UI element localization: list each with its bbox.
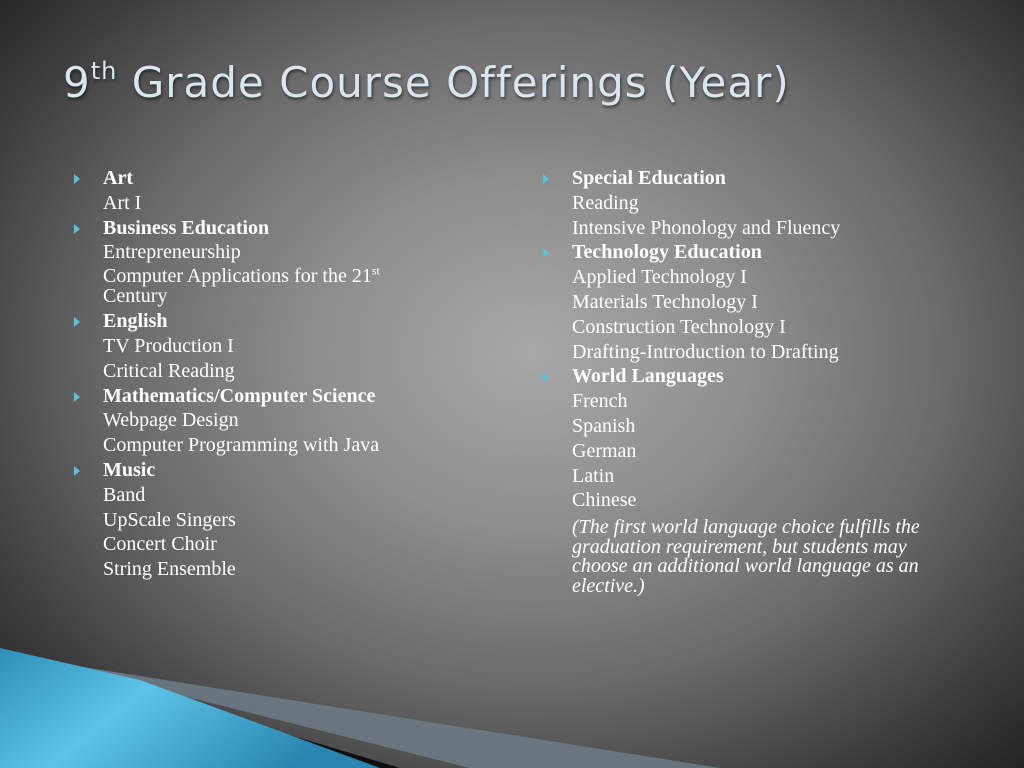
course-item: TV Production I <box>103 334 234 357</box>
department-art <box>74 166 454 191</box>
bullet-arrow-icon <box>543 174 549 184</box>
department-music <box>74 458 454 483</box>
title-number: 9 <box>63 58 91 107</box>
department-label: Special Education <box>572 167 726 189</box>
course-item: Webpage Design <box>103 409 239 432</box>
bullet-arrow-icon <box>74 317 80 327</box>
department-special-education <box>543 166 963 191</box>
course-text-continued: Century <box>103 284 168 307</box>
course-item: UpScale Singers <box>103 508 236 531</box>
department-label: World Languages <box>572 365 724 388</box>
department-label: Art <box>103 167 133 189</box>
course-item: Construction Technology I <box>572 315 786 338</box>
course-item: Entrepreneurship <box>103 241 241 264</box>
bullet-arrow-icon <box>74 224 80 234</box>
course-item: Latin <box>572 464 615 487</box>
course-item: Computer Programming with Java <box>103 434 380 457</box>
course-item-wrapped <box>74 265 454 309</box>
bullet-arrow-icon <box>74 466 80 476</box>
right-course-column <box>543 166 963 596</box>
department-technology-education <box>543 240 963 265</box>
slide-title <box>63 58 790 107</box>
course-item: Drafting-Introduction to Drafting <box>572 340 839 363</box>
course-item: Concert Choir <box>103 533 217 556</box>
course-item: German <box>572 439 637 462</box>
title-text: Grade Course Offerings (Year) <box>117 58 790 107</box>
course-item: French <box>572 390 628 413</box>
department-label: Business Education <box>103 216 270 239</box>
course-text: Computer Applications for the 21 <box>103 265 372 288</box>
left-course-column <box>74 166 454 582</box>
course-item: Band <box>103 483 146 506</box>
department-label: Technology Education <box>572 241 762 264</box>
department-label: Mathematics/Computer Science <box>103 384 376 407</box>
department-label: English <box>103 310 168 333</box>
course-ordinal-suffix: st <box>371 263 380 278</box>
bullet-arrow-icon <box>543 248 549 258</box>
world-language-note: (The first world language choice fulfills the graduation requirement, but students may choose an additional world language as an elective.) <box>572 516 920 597</box>
decorative-swoosh <box>0 640 1024 768</box>
course-item: Applied Technology I <box>572 266 747 289</box>
course-item: Spanish <box>572 414 636 437</box>
department-world-languages <box>543 364 963 389</box>
course-item: Intensive Phonology and Fluency <box>572 216 841 239</box>
course-item: Critical Reading <box>103 359 235 382</box>
department-business <box>74 216 454 241</box>
course-item: String Ensemble <box>103 558 236 581</box>
course-item: Materials Technology I <box>572 290 758 313</box>
course-item: Chinese <box>572 489 637 512</box>
bullet-arrow-icon <box>543 372 549 382</box>
bullet-arrow-icon <box>74 174 80 184</box>
bullet-arrow-icon <box>74 392 80 402</box>
department-english <box>74 309 454 334</box>
course-item: Art I <box>103 191 142 214</box>
course-item: Reading <box>572 191 639 214</box>
department-math-cs <box>74 384 454 409</box>
title-ordinal-suffix: th <box>90 57 118 85</box>
department-label: Music <box>103 458 156 481</box>
